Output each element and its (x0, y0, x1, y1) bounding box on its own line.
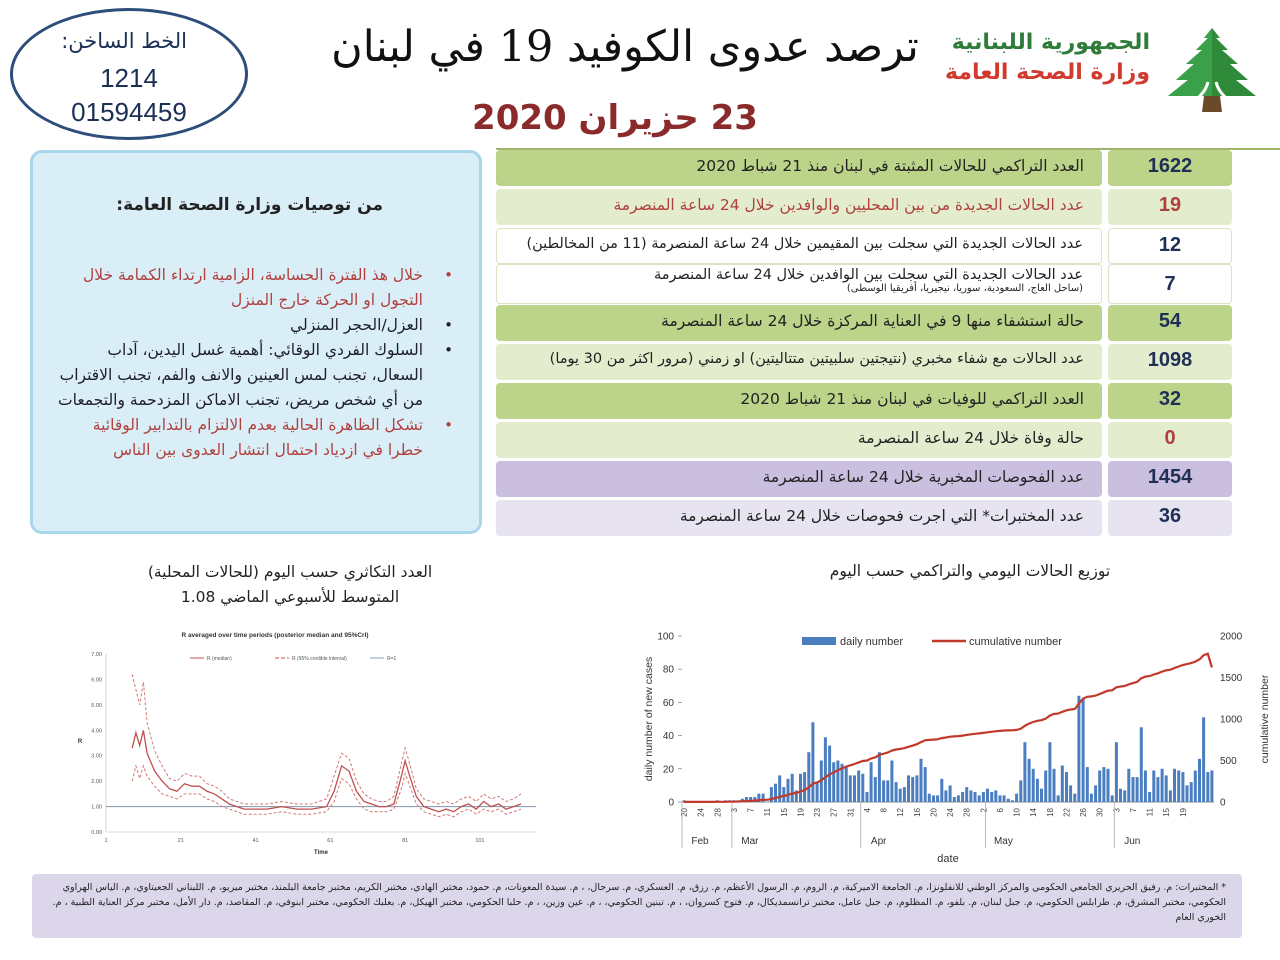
stat-value: 54 (1108, 305, 1232, 341)
bar-daily (1152, 771, 1155, 803)
stat-row-tests (496, 461, 1232, 497)
stat-value: 1098 (1108, 344, 1232, 380)
y-tick-label: 3.00 (91, 753, 102, 760)
x-tick-label: 20 (929, 808, 939, 817)
stat-row-cumulative-cases (496, 150, 1232, 186)
stat-row-hospitalized (496, 305, 1232, 341)
stat-value: 19 (1108, 189, 1232, 225)
bar-daily (1127, 769, 1130, 802)
bar-daily (791, 774, 794, 802)
bar-daily (907, 775, 910, 802)
bar-daily (861, 774, 864, 802)
list-item (57, 313, 457, 338)
x-tick-label: 11 (763, 808, 773, 817)
x-tick-label: 7 (746, 808, 756, 813)
bar-daily (886, 780, 889, 802)
bar-daily (799, 774, 802, 802)
x-tick-label: 10 (1012, 808, 1022, 817)
bar-daily (936, 795, 939, 802)
stat-label: عدد الفحوصات المخبرية خلال 24 ساعة المنصرمة (496, 461, 1102, 497)
bar-daily (1032, 769, 1035, 802)
stat-row-recovered (496, 344, 1232, 380)
bar-daily (1094, 785, 1097, 802)
r-chart-heading-line1: العدد التكاثري حسب اليوم (للحالات المحلية) (147, 563, 433, 581)
recommendations-title: من توصيات وزارة الصحة العامة: (116, 195, 383, 215)
r-chart-heading (120, 560, 460, 610)
bar-daily (994, 790, 997, 802)
stat-value: 1622 (1108, 150, 1232, 186)
month-label: Feb (691, 836, 709, 847)
stat-label: العدد التراكمي للحالات المثبتة في لبنان منذ 21 شباط 2020 (496, 150, 1102, 186)
bar-daily (1061, 766, 1064, 803)
x-axis-title: Time (314, 850, 328, 856)
bar-daily (857, 771, 860, 803)
x-axis-title: date (937, 853, 959, 865)
bar-daily (1173, 769, 1176, 802)
bar-daily (974, 792, 977, 802)
bar-daily (990, 792, 993, 802)
bar-daily (1003, 795, 1006, 802)
bar-daily (1077, 696, 1080, 802)
bar-daily (1156, 777, 1159, 802)
stat-label: حالة استشفاء منها 9 في العناية المركزة خلال 24 ساعة المنصرمة (496, 305, 1102, 341)
bar-daily (961, 792, 964, 802)
x-tick-label: 101 (475, 838, 485, 844)
y-tick-label: 40 (662, 731, 674, 743)
bar-daily (957, 795, 960, 802)
legend-label-cumulative: cumulative number (969, 636, 1062, 648)
bar-daily (824, 737, 827, 802)
bar-daily (1102, 767, 1105, 802)
bar-daily (807, 752, 810, 802)
x-tick-label: 2 (979, 808, 989, 813)
bar-daily (1057, 795, 1060, 802)
bar-daily (1111, 795, 1114, 802)
bar-daily (949, 785, 952, 802)
bar-daily (911, 777, 914, 802)
bar-daily (870, 762, 873, 802)
stat-label: العدد التراكمي للوفيات في لبنان منذ 21 شباط 2020 (496, 383, 1102, 419)
bar-daily (853, 775, 856, 802)
bar-daily (899, 789, 902, 802)
bar-daily (953, 797, 956, 802)
stat-label-main: عدد الحالات الجديدة التي سجلت بين الوافدين خلال 24 ساعة المنصرمة (653, 267, 1083, 283)
stat-value: 12 (1108, 228, 1232, 264)
y2-tick-label: 0 (1220, 797, 1226, 809)
bar-daily (1007, 799, 1010, 802)
bar-daily (1210, 771, 1213, 803)
bar-daily (1190, 782, 1193, 802)
stat-row-resident-cases (496, 228, 1232, 264)
y-tick-label: 0.00 (91, 830, 102, 836)
y-tick-label: 1.00 (91, 804, 102, 811)
bar-daily (1065, 772, 1068, 802)
x-tick-label: 81 (402, 838, 409, 844)
hotline-oval (10, 8, 248, 140)
y-tick-label: 0 (668, 797, 674, 809)
republic-name: الجمهورية اللبنانية (951, 30, 1150, 55)
list-item (57, 413, 457, 463)
recommendation-text: العزل/الحجر المنزلي (290, 316, 423, 334)
x-tick-label: 1 (104, 838, 108, 844)
hotline-number-2: 01594459 (71, 97, 187, 127)
legend-swatch-daily (802, 637, 836, 645)
x-tick-label: 15 (779, 808, 789, 817)
bar-daily (1144, 771, 1147, 803)
bar-daily (928, 794, 931, 802)
y-tick-label: 20 (662, 764, 674, 776)
x-tick-label: 4 (863, 808, 872, 813)
y-axis-title: R (77, 739, 83, 745)
stat-row-arrival-cases (496, 264, 1232, 304)
list-item (57, 338, 457, 413)
y2-tick-label: 1500 (1220, 673, 1243, 684)
stat-label-note: (ساحل العاج، السعودية، سوريا، نيجيريا، أفريقيا الوسطى) (846, 283, 1083, 294)
stat-label: حالة وفاة خلال 24 ساعة المنصرمة (496, 422, 1102, 458)
bar-daily (1119, 789, 1122, 802)
y-tick-label: 4.00 (91, 728, 102, 735)
bar-daily (811, 722, 814, 802)
bar-daily (1194, 771, 1197, 803)
bar-daily (1036, 779, 1039, 802)
month-label: Jun (1124, 836, 1141, 847)
bullet-icon: • (444, 416, 453, 434)
bar-daily (849, 775, 852, 802)
stat-row-new-cases (496, 189, 1232, 225)
bar-daily (903, 787, 906, 802)
cases-chart-heading: توزيع الحالات اليومي والتراكمي حسب اليوم (829, 562, 1111, 580)
stat-label: عدد الحالات الجديدة التي سجلت بين المقيمين خلال 24 ساعة المنصرمة (11 من المخالطين) (496, 228, 1102, 264)
bar-daily (1140, 727, 1143, 802)
x-tick-label: 8 (879, 808, 889, 813)
series-line (132, 730, 521, 811)
y2-tick-label: 500 (1220, 756, 1237, 767)
bar-daily (1023, 742, 1026, 802)
bar-daily (1165, 775, 1168, 802)
y-tick-label: 6.00 (91, 677, 102, 684)
bar-daily (1015, 794, 1018, 802)
bar-daily (1206, 772, 1209, 802)
x-tick-label: 3 (1112, 808, 1122, 813)
legend-label: R=1 (387, 656, 397, 662)
stat-label: عدد الحالات مع شفاء مخبري (نتيجتين سلبيتين متتاليتين) او زمني (مرور اكثر من 30 يوما) (496, 344, 1102, 380)
y-tick-label: 2.00 (91, 779, 102, 786)
hotline-number-1: 1214 (100, 63, 158, 93)
bar-daily (890, 761, 893, 803)
bar-daily (999, 795, 1002, 802)
x-tick-label: 61 (327, 838, 334, 844)
labs-footnote: * المختبرات: م. رفيق الحريري الجامعي الحكومي والمركز الوطني للانفلونزا، م. الجامعة الاميركية، م. الروم، م. الرسول الأعظم، م. رزق، م. العسكري، م. سرحال، ، م. سيدة المعونات، م. حمود، مختبر الهادي، مختبر الكريم، مختبر جامعة البلمند، مختبر ميريو، م. اللبناني الجعيتاوي، م. الياس الهراوي الحكومي، مختبر المشرق، م. طرابلس الحكومي، م. جبل لبنان، م. بلفو، م. المظلوم، م. جبل عامل، مختبر ترانسمديكال، م. فتوح كسروان، ، م. تبنين الحكومي، ، م. عين وزين، ، م. حلبا الحكومي، مختبر الهيكل، م. بعلبك الحكومي، مختبر ابنوفي، م. المقاصد، م. دار الأمل، مختبر مركز العناية الطبية ، م. الخوري العام (32, 874, 1242, 938)
x-tick-label: 23 (813, 808, 823, 817)
x-tick-label: 19 (796, 808, 806, 817)
list-item (57, 263, 457, 313)
stat-value: 7 (1108, 264, 1232, 304)
month-label: Apr (870, 836, 887, 847)
y2-tick-label: 1000 (1220, 714, 1243, 726)
bar-daily (1044, 771, 1047, 803)
bar-daily (1073, 794, 1076, 802)
month-label: May (993, 836, 1013, 847)
x-tick-label: 11 (1145, 808, 1155, 817)
bar-daily (1053, 769, 1056, 802)
stat-row-new-deaths (496, 422, 1232, 458)
x-tick-label: 41 (252, 838, 259, 844)
x-tick-label: 28 (962, 808, 972, 817)
bar-daily (965, 787, 968, 802)
legend-label: R (median) (207, 656, 232, 662)
bar-daily (836, 761, 839, 803)
page-title: ترصد عدوى الكوفيد 19 في لبنان (331, 22, 919, 72)
recommendation-text: خلال هذ الفترة الحساسة، الزامية ارتداء الكمامة خلال التجول او الحركة خارج المنزل (83, 266, 423, 309)
bar-daily (1132, 777, 1135, 802)
recommendations-list (57, 263, 457, 463)
x-tick-label: 30 (1095, 808, 1105, 817)
bar-daily (1019, 780, 1022, 802)
bar-daily (1198, 759, 1201, 802)
x-tick-label: 31 (846, 808, 856, 817)
bar-daily (915, 775, 918, 802)
x-tick-label: 20 (680, 808, 690, 817)
bar-daily (845, 767, 848, 802)
x-tick-label: 21 (177, 838, 184, 844)
x-tick-label: 12 (896, 808, 906, 817)
bar-daily (1136, 777, 1139, 802)
stat-row-cumulative-deaths (496, 383, 1232, 419)
bar-daily (944, 790, 947, 802)
hotline-label: الخط الساخن: (61, 29, 187, 53)
bar-daily (1186, 785, 1189, 802)
bar-daily (1048, 742, 1051, 802)
cedar-logo-icon (1162, 24, 1262, 116)
bar-daily (1202, 717, 1205, 802)
bar-daily (787, 779, 790, 802)
bar-daily (1107, 769, 1110, 802)
x-tick-label: 19 (1178, 808, 1188, 817)
stat-value: 36 (1108, 500, 1232, 536)
bar-daily (1181, 772, 1184, 802)
x-tick-label: 7 (1129, 808, 1138, 813)
bar-daily (874, 777, 877, 802)
x-tick-label: 14 (1029, 808, 1039, 817)
bar-daily (1069, 785, 1072, 802)
x-tick-label: 15 (1162, 808, 1172, 817)
bar-daily (832, 762, 835, 802)
x-tick-label: 6 (996, 808, 1005, 813)
ministry-name: وزارة الصحة العامة (945, 60, 1150, 85)
recommendation-text: تشكل الظاهرة الحالية بعدم الالتزام بالتدابير الوقائية خطرا في ازدياد احتمال انتشار العدوى بين الناس (92, 416, 423, 459)
bar-daily (1177, 771, 1180, 803)
report-date: 23 حزيران 2020 (472, 98, 758, 138)
stat-label: عدد الحالات الجديدة من بين المحليين والوافدين خلال 24 ساعة المنصرمة (496, 189, 1102, 225)
bar-daily (866, 792, 869, 802)
x-tick-label: 24 (696, 808, 706, 817)
bar-daily (978, 795, 981, 802)
bullet-icon: • (444, 316, 453, 334)
x-tick-label: 22 (1062, 808, 1072, 817)
stat-row-labs (496, 500, 1232, 536)
series-line (132, 766, 521, 817)
x-tick-label: 3 (730, 808, 739, 813)
bar-daily (1040, 789, 1043, 802)
y-axis-title: daily number of new cases (643, 656, 655, 782)
x-tick-label: 28 (713, 808, 723, 817)
r-chart (70, 624, 550, 864)
y-tick-label: 60 (662, 697, 674, 709)
bar-daily (1090, 794, 1093, 802)
x-tick-label: 16 (912, 808, 922, 817)
bullet-icon: • (444, 341, 453, 359)
y2-axis-title: cumulative number (1259, 674, 1271, 764)
bar-daily (1148, 792, 1151, 802)
bar-daily (803, 772, 806, 802)
month-label: Mar (741, 836, 759, 847)
bar-daily (940, 779, 943, 802)
bar-daily (986, 789, 989, 802)
bar-daily (1082, 699, 1085, 802)
bar-daily (969, 790, 972, 802)
bar-daily (1011, 800, 1014, 802)
bar-daily (882, 780, 885, 802)
y-tick-label: 100 (657, 631, 674, 643)
series-line (132, 674, 521, 804)
x-tick-label: 24 (946, 808, 956, 817)
legend-label-daily: daily number (840, 636, 903, 648)
bar-daily (1028, 759, 1031, 802)
bar-daily (782, 787, 785, 802)
bar-daily (1086, 767, 1089, 802)
y-tick-label: 7.00 (91, 652, 102, 658)
bar-daily (1115, 742, 1118, 802)
stat-value: 32 (1108, 383, 1232, 419)
stat-value: 0 (1108, 422, 1232, 458)
bar-daily (924, 767, 927, 802)
x-tick-label: 18 (1045, 808, 1055, 817)
bar-daily (932, 795, 935, 802)
bar-daily (895, 782, 898, 802)
bar-daily (878, 752, 881, 802)
recommendation-text: السلوك الفردي الوقائي: أهمية غسل اليدين، آداب السعال، تجنب لمس العينين والانف والفم، تجنب الاقتراب من أي شخص مريض، تجنب الاماكن المزدحمة والتجمعات (58, 341, 423, 409)
stat-label: عدد المختبرات* التي اجرت فحوصات خلال 24 ساعة المنصرمة (496, 500, 1102, 536)
x-tick-label: 27 (829, 808, 839, 817)
x-tick-label: 26 (1079, 808, 1089, 817)
bar-daily (982, 792, 985, 802)
recommendations-panel (30, 150, 482, 534)
stat-label (496, 264, 1102, 304)
stat-value: 1454 (1108, 461, 1232, 497)
y-tick-label: 5.00 (91, 702, 102, 709)
cases-chart (636, 624, 1276, 868)
y-tick-label: 80 (662, 664, 674, 676)
bullet-icon: • (444, 266, 453, 284)
bar-daily (816, 782, 819, 802)
r-chart-title: R averaged over time periods (posterior median and 95%CrI) (181, 632, 369, 639)
bar-daily (1098, 771, 1101, 803)
bar-daily (1169, 790, 1172, 802)
bar-daily (1161, 769, 1164, 802)
r-chart-heading-line2: المتوسط للأسبوعي الماضي 1.08 (180, 588, 400, 606)
legend-label: R (95% credible interval) (292, 656, 347, 662)
bar-daily (920, 759, 923, 802)
bar-daily (1123, 790, 1126, 802)
y2-tick-label: 2000 (1220, 631, 1243, 643)
